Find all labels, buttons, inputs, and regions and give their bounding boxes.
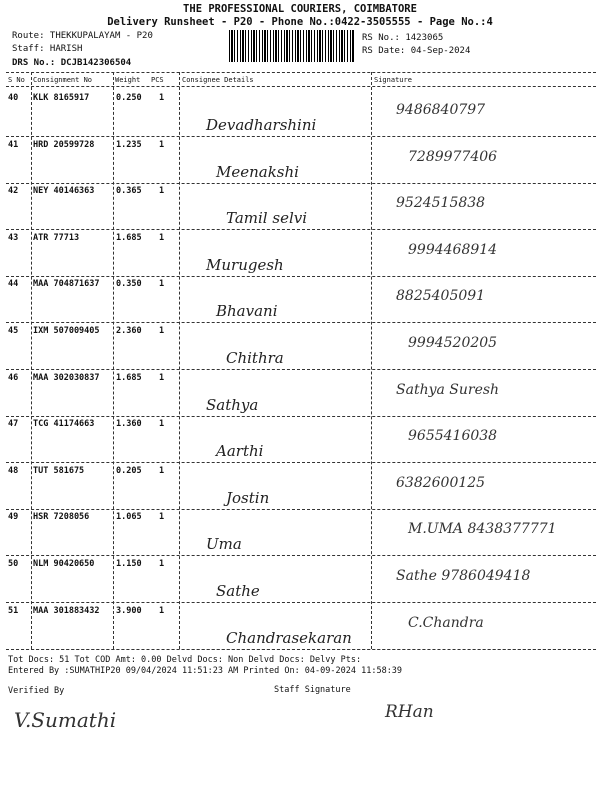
weight-value: 1.685 <box>116 372 142 383</box>
consignment-number: MAA 301883432 <box>33 605 100 616</box>
consignee-handwritten-name: Tamil selvi <box>226 209 308 228</box>
table-top-rule <box>6 72 596 73</box>
pieces-count: 1 <box>159 279 165 290</box>
consignee-handwritten-name: Murugesh <box>206 255 284 274</box>
weight-value: 1.360 <box>116 419 142 430</box>
consignment-number: MAA 704871637 <box>33 279 100 290</box>
weight-value: 0.205 <box>116 465 142 476</box>
table-row <box>6 509 596 560</box>
pieces-count: 1 <box>159 605 165 616</box>
consignee-handwritten-name: Sathe <box>216 582 260 600</box>
serial-number: 41 <box>8 139 19 150</box>
signature-handwritten: 9486840797 <box>396 102 486 118</box>
signature-handwritten: 9655416038 <box>408 428 498 445</box>
consignee-handwritten-name: Devadharshini <box>206 116 317 134</box>
table-row <box>6 137 596 188</box>
col-header-consignee: Consignee Details <box>182 76 254 84</box>
staff-signature: RHan <box>385 702 434 722</box>
totals-line: Tot Docs: 51 Tot COD Amt: 0.00 Delvd Docs: Non Delvd Docs: Delvy Pts: <box>8 655 362 665</box>
consignee-handwritten-name: Sathya <box>206 395 259 414</box>
pieces-count: 1 <box>159 419 165 430</box>
col-header-pcs: PCS <box>151 76 164 84</box>
consignee-handwritten-name: Aarthi <box>216 442 264 461</box>
pieces-count: 1 <box>159 326 165 336</box>
signature-handwritten: 9994520205 <box>408 335 498 351</box>
signature-handwritten: 9524515838 <box>396 195 486 212</box>
weight-value: 0.350 <box>116 279 142 290</box>
table-row <box>6 416 596 467</box>
weight-value: 0.365 <box>116 186 142 197</box>
pieces-count: 1 <box>159 465 165 476</box>
consignee-handwritten-name: Bhavani <box>216 302 278 321</box>
consignee-handwritten-name: Chandrasekaran <box>226 628 352 647</box>
company-title: THE PROFESSIONAL COURIERS, COIMBATORE <box>183 3 417 15</box>
rs-date: RS Date: 04-Sep-2024 <box>362 46 471 56</box>
table-row <box>6 463 596 514</box>
consignment-number: HSR 7208056 <box>33 512 90 523</box>
signature-handwritten: 8825405091 <box>396 288 486 305</box>
signature-handwritten: M.UMA 8438377771 <box>408 521 557 538</box>
consignment-number: MAA 302030837 <box>33 372 100 383</box>
weight-value: 0.250 <box>116 93 142 103</box>
pieces-count: 1 <box>159 372 165 383</box>
consignment-number: TUT 581675 <box>33 465 85 476</box>
serial-number: 47 <box>8 419 19 430</box>
consignment-number: HRD 20599728 <box>33 139 95 150</box>
table-row <box>6 276 596 327</box>
table-bottom-rule <box>6 649 596 650</box>
runsheet-title: Delivery Runsheet - P20 - Phone No.:0422-3505555 - Page No.:4 <box>107 16 493 28</box>
pieces-count: 1 <box>159 93 165 103</box>
weight-value: 2.360 <box>116 326 142 336</box>
signature-handwritten: C.Chandra <box>408 614 484 631</box>
consignee-handwritten-name: Meenakshi <box>216 162 299 181</box>
route-label: Route: THEKKUPALAYAM - P20 <box>12 31 153 41</box>
pieces-count: 1 <box>159 186 165 197</box>
weight-value: 3.900 <box>116 605 142 616</box>
serial-number: 46 <box>8 372 19 383</box>
serial-number: 49 <box>8 512 19 523</box>
consignment-number: ATR 77713 <box>33 232 80 243</box>
consignment-number: NEY 40146363 <box>33 186 95 197</box>
signature-handwritten: 7289977406 <box>408 148 498 165</box>
signature-handwritten: 9994468914 <box>408 241 498 258</box>
signature-handwritten: Sathe 9786049418 <box>396 568 531 584</box>
serial-number: 40 <box>8 93 19 103</box>
serial-number: 50 <box>8 559 19 569</box>
table-row <box>6 603 596 654</box>
consignee-handwritten-name: Chithra <box>226 349 284 367</box>
pieces-count: 1 <box>159 559 165 569</box>
weight-value: 1.685 <box>116 232 142 243</box>
serial-number: 44 <box>8 279 19 290</box>
drs-number: DRS No.: DCJB142306504 <box>12 58 132 68</box>
pieces-count: 1 <box>159 232 165 243</box>
staff-label: Staff: HARISH <box>12 44 83 54</box>
weight-value: 1.150 <box>116 559 142 569</box>
serial-number: 51 <box>8 605 19 616</box>
serial-number: 45 <box>8 326 19 336</box>
table-row <box>6 323 596 374</box>
table-header-rule <box>6 86 596 87</box>
consignee-handwritten-name: Uma <box>206 535 242 554</box>
entered-by-line: Entered By :SUMATHIP20 09/04/2024 11:51:23 AM Printed On: 04-09-2024 11:58:39 <box>8 666 403 676</box>
table-row <box>6 183 596 234</box>
table-row <box>6 370 596 421</box>
col-header-sno: S No <box>8 76 25 84</box>
signature-handwritten: 6382600125 <box>396 474 486 491</box>
consignment-number: TCG 41174663 <box>33 419 95 430</box>
consignment-number: KLK 8165917 <box>33 93 90 103</box>
serial-number: 42 <box>8 186 19 197</box>
rs-number: RS No.: 1423065 <box>362 33 444 43</box>
consignment-number: NLM 90420650 <box>33 559 95 569</box>
pieces-count: 1 <box>159 139 165 150</box>
table-row <box>6 90 596 141</box>
verified-by-label: Verified By <box>8 686 65 696</box>
col-header-consignment: Consignment No <box>33 76 93 84</box>
serial-number: 48 <box>8 465 19 476</box>
pieces-count: 1 <box>159 512 165 523</box>
weight-value: 1.235 <box>116 139 142 150</box>
barcode <box>229 30 355 62</box>
weight-value: 1.065 <box>116 512 142 523</box>
col-header-weight: Weight <box>115 76 141 84</box>
col-header-signature: Signature <box>374 76 412 84</box>
consignment-number: IXM 507009405 <box>33 326 100 336</box>
table-row <box>6 556 596 607</box>
consignee-handwritten-name: Jostin <box>226 488 270 507</box>
table-row <box>6 230 596 281</box>
serial-number: 43 <box>8 232 19 243</box>
signature-handwritten: Sathya Suresh <box>396 381 500 398</box>
staff-signature-label: Staff Signature <box>274 685 351 695</box>
verified-by-signature: V.Sumathi <box>14 708 117 732</box>
